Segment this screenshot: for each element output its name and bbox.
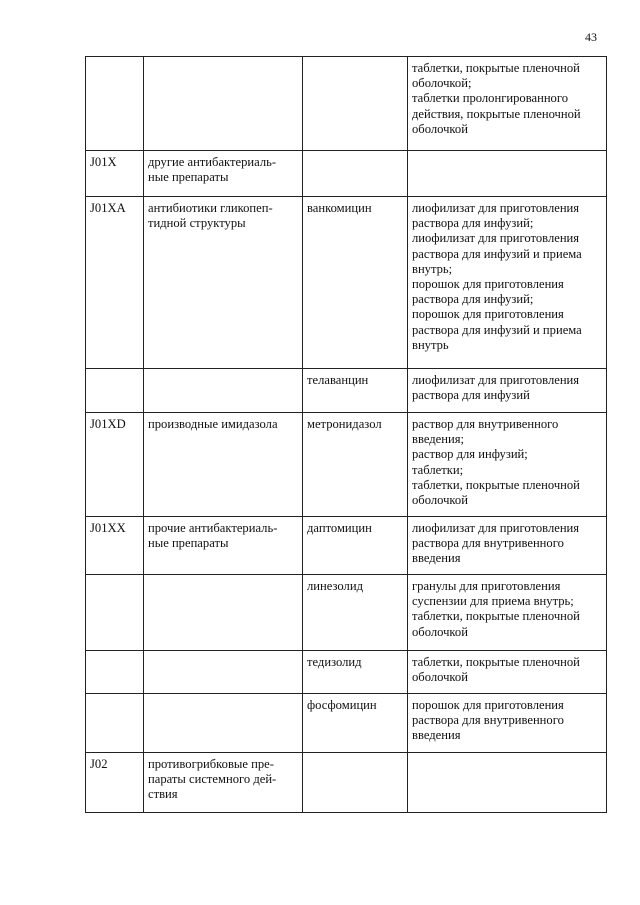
dosage-forms-cell: лиофилизат для приготовления раствора для внутривенного введения [408,517,607,575]
dosage-forms-cell: порошок для приготовления раствора для внутривенного введения [408,694,607,753]
pharmacological-group-cell [144,575,303,651]
drug-name-cell: тедизолид [303,651,408,694]
pharmacological-group-cell: антибиотики гликопеп- тидной структуры [144,197,303,369]
atc-code-cell: J01XX [86,517,144,575]
pharmacological-group-cell: производные имидазола [144,413,303,517]
drug-name-cell [303,151,408,197]
table-row [86,753,607,813]
dosage-forms-cell [408,753,607,813]
atc-code-cell: J01X [86,151,144,197]
pharmacological-group-cell [144,57,303,151]
dosage-forms-cell: таблетки, покрытые пленочной оболочкой [408,651,607,694]
pharmacological-group-cell [144,369,303,413]
drug-name-cell [303,57,408,151]
table-row [86,369,607,413]
table-row [86,517,607,575]
dosage-forms-cell [408,151,607,197]
drug-name-cell: фосфомицин [303,694,408,753]
table-row [86,694,607,753]
drug-name-cell [303,753,408,813]
dosage-forms-cell: гранулы для приготовления суспензии для приема внутрь; таблетки, покрытые пленочной оболочкой [408,575,607,651]
table-row [86,57,607,151]
drug-name-cell: даптомицин [303,517,408,575]
page-number: 43 [585,30,597,44]
pharmacological-group-cell: другие антибактериаль- ные препараты [144,151,303,197]
dosage-forms-cell: раствор для внутривенного введения; раствор для инфузий; таблетки; таблетки, покрытые пленочной оболочкой [408,413,607,517]
dosage-forms-cell: лиофилизат для приготовления раствора для инфузий; лиофилизат для приготовления раствора для инфузий и приема внутрь; порошок для приготовления раствора для инфузий; порошок для приготовления раствора для инфузий и приема внутрь [408,197,607,369]
drug-name-cell: ванкомицин [303,197,408,369]
drug-name-cell: линезолид [303,575,408,651]
atc-code-cell: J01XA [86,197,144,369]
atc-code-cell [86,694,144,753]
table-row [86,575,607,651]
table-row [86,151,607,197]
dosage-forms-cell: таблетки, покрытые пленочной оболочкой; таблетки пролонгированного действия, покрытые пленочной оболочкой [408,57,607,151]
atc-code-cell [86,651,144,694]
atc-code-cell [86,57,144,151]
atc-code-cell: J02 [86,753,144,813]
table-row [86,413,607,517]
pharmacological-group-cell: прочие антибактериаль- ные препараты [144,517,303,575]
drug-name-cell: метронидазол [303,413,408,517]
pharmacological-group-cell [144,651,303,694]
atc-code-cell: J01XD [86,413,144,517]
table-row [86,651,607,694]
drug-name-cell: телаванцин [303,369,408,413]
atc-code-cell [86,575,144,651]
pharmacological-group-cell: противогрибковые пре- параты системного дей- ствия [144,753,303,813]
atc-code-cell [86,369,144,413]
table-row [86,197,607,369]
pharmacological-group-cell [144,694,303,753]
medication-table [85,56,607,813]
dosage-forms-cell: лиофилизат для приготовления раствора для инфузий [408,369,607,413]
